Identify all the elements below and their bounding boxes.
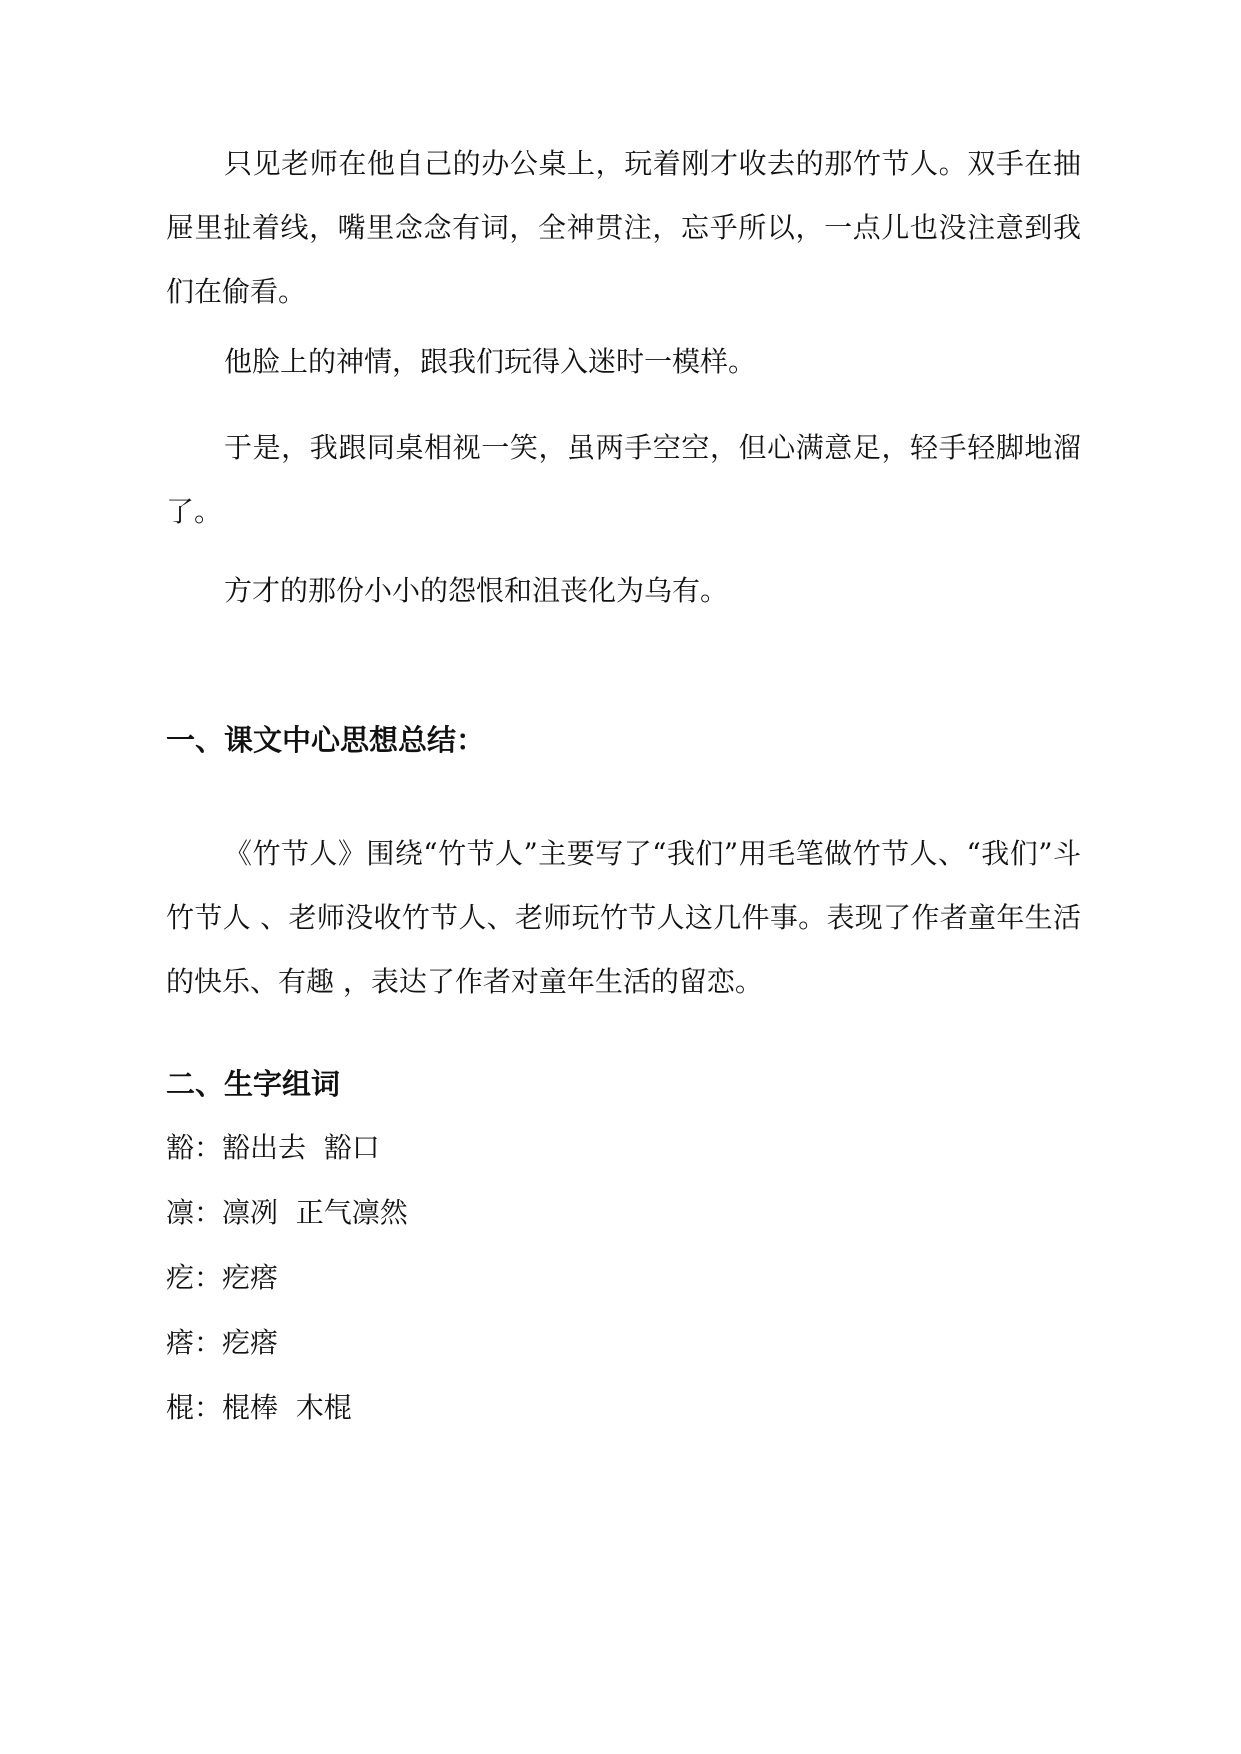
vocabulary-item: 疙：疙瘩 <box>166 1261 279 1294</box>
vocabulary-item: 凛：凛冽 正气凛然 <box>166 1196 408 1229</box>
section-heading-vocabulary: 二、生字组词 <box>166 1067 341 1101</box>
paragraph-slip-away: 于是，我跟同桌相视一笑，虽两手空空，但心满意足，轻手轻脚地溜了。 <box>166 431 1081 528</box>
paragraph-teacher-playing: 只见老师在他自己的办公桌上，玩着刚才收去的那竹节人。双手在抽屉里扯着线，嘴里念念有词，全神贯注，忘乎所以，一点儿也没注意到我们在偷看。 <box>166 147 1081 308</box>
vocabulary-item: 棍：棍棒 木棍 <box>166 1391 352 1424</box>
paragraph-expression: 他脸上的神情，跟我们玩得入迷时一模样。 <box>224 345 757 378</box>
section-heading-central-idea: 一、课文中心思想总结： <box>166 723 486 757</box>
vocabulary-item: 豁：豁出去 豁口 <box>166 1131 380 1164</box>
vocabulary-list <box>166 1128 1066 1453</box>
paragraph-resentment-gone: 方才的那份小小的怨恨和沮丧化为乌有。 <box>224 574 729 607</box>
paragraph-central-idea: 《竹节人》围绕“竹节人”主要写了“我们”用毛笔做竹节人、“我们”斗竹节人 、老师没收竹节人、老师玩竹节人这几件事。表现了作者童年生活的快乐、有趣 ，表达了作者对童年生活的留恋。 <box>166 837 1081 998</box>
vocabulary-item: 瘩：疙瘩 <box>166 1326 279 1359</box>
